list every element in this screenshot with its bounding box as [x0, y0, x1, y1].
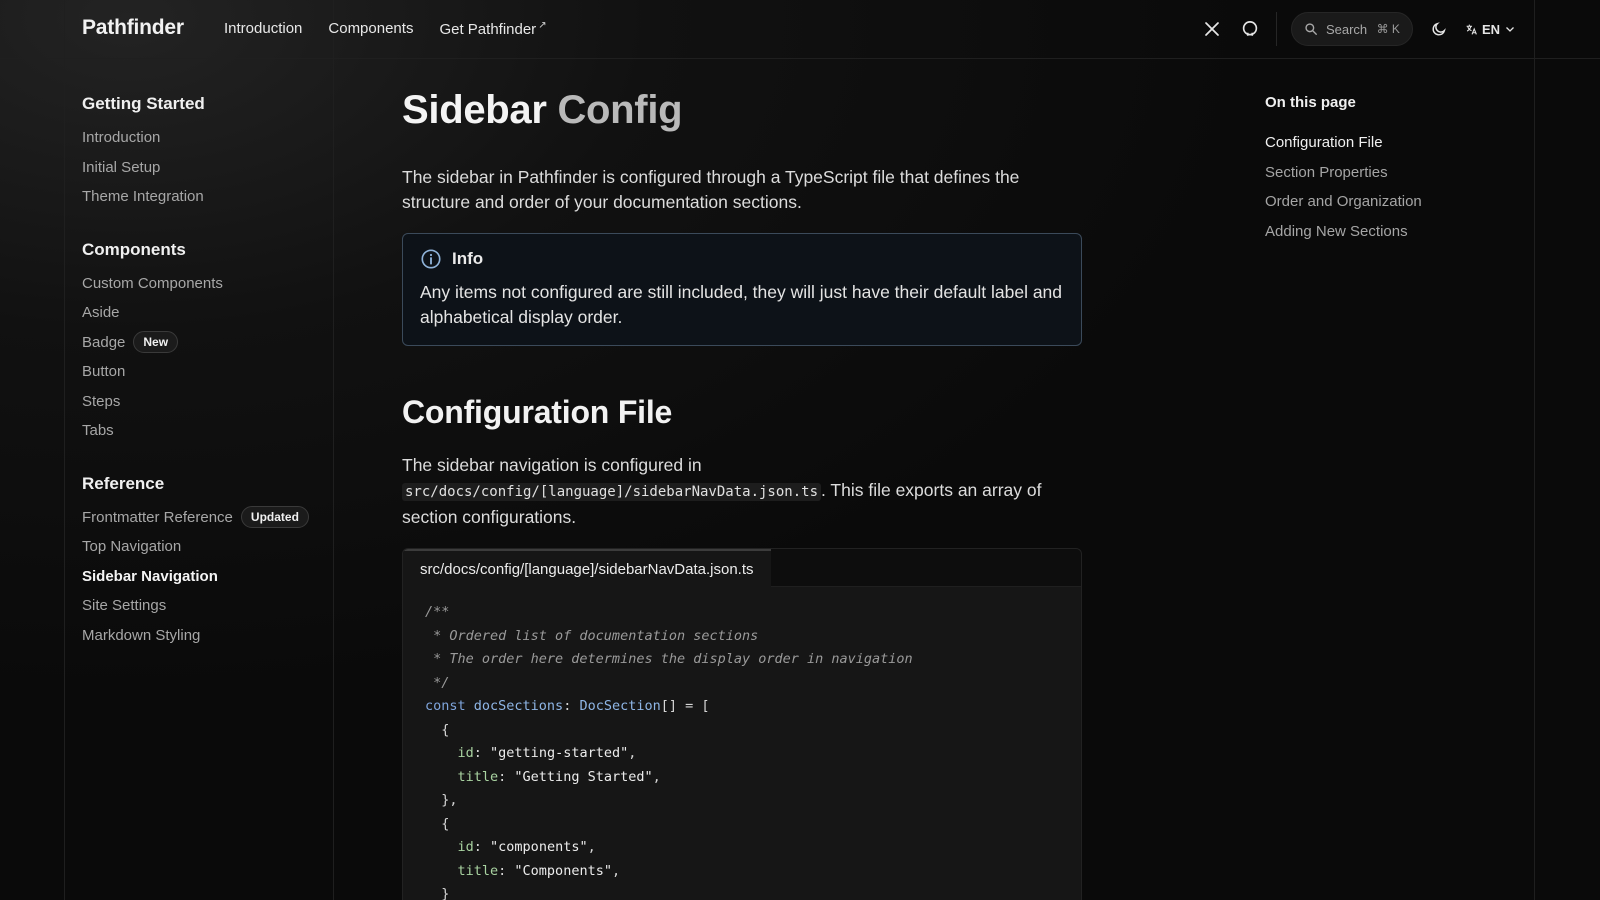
code-punct: {: [441, 721, 450, 738]
nav-introduction[interactable]: Introduction: [224, 20, 303, 37]
sidebar-item-custom-components[interactable]: [82, 269, 322, 299]
header-separator: [1276, 12, 1277, 46]
sidebar-item-steps[interactable]: [82, 387, 322, 417]
header-divider: [0, 58, 1600, 59]
code-string: "Components": [514, 862, 612, 879]
code-punct: },: [441, 792, 458, 808]
code-punct: [] = [: [660, 698, 710, 714]
code-punct: {: [441, 815, 450, 832]
top-navigation: [224, 20, 547, 38]
code-string: "components": [490, 839, 588, 855]
search-icon: [1304, 22, 1318, 36]
sidebar-item-label: Sidebar Navigation: [82, 567, 218, 585]
code-key: id: [457, 745, 474, 761]
layout-divider: [333, 0, 334, 900]
new-badge: New: [133, 331, 178, 353]
sidebar-item-label: Site Settings: [82, 597, 167, 615]
toc-title: On this page: [1265, 94, 1356, 111]
code-comment: /**: [425, 604, 450, 620]
code-comment: * The order here determines the display order in navigation: [425, 651, 913, 667]
sidebar-item-frontmatter-reference[interactable]: [82, 503, 322, 533]
translate-icon: [1465, 23, 1478, 36]
sidebar-item-label: Top Navigation: [82, 538, 182, 556]
sidebar-item-aside[interactable]: [82, 298, 322, 328]
sidebar-item-label: Button: [82, 363, 126, 381]
external-link-icon: ↗: [538, 20, 547, 31]
sidebar-item-sidebar-navigation[interactable]: [82, 562, 322, 592]
sidebar-item-label: Badge: [82, 333, 126, 351]
page-title-main: Sidebar: [402, 88, 547, 132]
language-label: EN: [1481, 21, 1500, 37]
code-content: /** * Ordered list of documentation sections * The order here determines the display order in navigation */ const docSections: DocSection[] = [ { id: "getting-started", title: "Getting Started", }, { id: "components", title: "Components", }: [425, 604, 913, 900]
code-comment: */: [425, 674, 450, 691]
chevron-down-icon: [1504, 23, 1516, 35]
config-paragraph: [402, 453, 1082, 530]
section-heading-configuration-file: Configuration File: [402, 394, 673, 430]
toc-item-configuration-file[interactable]: Configuration File: [1265, 134, 1383, 152]
language-selector[interactable]: [1465, 22, 1516, 37]
sidebar-item-label: Markdown Styling: [82, 626, 201, 644]
code-file-tab[interactable]: src/docs/config/[language]/sidebarNavData.json.ts: [403, 549, 771, 587]
sidebar-item-top-navigation[interactable]: [82, 532, 322, 562]
info-callout-body: Any items not configured are still included, they will just have their default label and alphabetical display order.: [420, 282, 1063, 327]
nav-components[interactable]: Components: [328, 20, 414, 37]
code-key: title: [457, 862, 499, 879]
code-type: DocSection: [579, 698, 661, 714]
toc-item-section-properties[interactable]: Section Properties: [1265, 163, 1388, 181]
toc-item-adding-new-sections[interactable]: Adding New Sections: [1265, 222, 1408, 240]
code-punct: }: [441, 886, 450, 900]
code-string: "getting-started": [490, 745, 629, 761]
sidebar-item-markdown-styling[interactable]: [82, 621, 322, 651]
toc-item-order-and-organization[interactable]: Order and Organization: [1265, 193, 1422, 211]
brand-logo[interactable]: Pathfinder: [82, 16, 184, 39]
sidebar-section: [82, 240, 322, 446]
page-title-accent: Config: [557, 88, 683, 132]
config-text-after: . This file exports an array of section configurations.: [402, 480, 1042, 527]
config-path-code: src/docs/config/[language]/sidebarNavData.json.ts: [402, 483, 821, 501]
sidebar-item-label: Steps: [82, 392, 121, 410]
info-icon: [420, 248, 442, 270]
intro-paragraph: The sidebar in Pathfinder is configured through a TypeScript file that defines the structure and order of your documentation sections.: [402, 167, 1020, 212]
github-icon[interactable]: [1238, 17, 1262, 41]
nav-get-pathfinder-label: Get Pathfinder: [439, 21, 537, 38]
left-sidebar: [82, 94, 322, 678]
code-key: id: [457, 839, 474, 855]
layout-divider: [64, 0, 65, 900]
config-text-before: The sidebar navigation is configured in: [402, 455, 702, 475]
sidebar-section-title: Reference: [82, 473, 165, 493]
sidebar-item-label: Theme Integration: [82, 188, 204, 206]
sidebar-item-label: Initial Setup: [82, 158, 161, 176]
moon-icon[interactable]: [1427, 17, 1451, 41]
layout-divider: [1534, 0, 1535, 900]
code-block: [402, 548, 1082, 900]
sidebar-item-site-settings[interactable]: [82, 591, 322, 621]
sidebar-item-label: Frontmatter Reference: [82, 508, 233, 526]
code-tabbar: [403, 549, 1081, 587]
sidebar-item-badge[interactable]: [82, 328, 322, 358]
sidebar-item-label: Custom Components: [82, 274, 223, 292]
sidebar-item-tabs[interactable]: [82, 416, 322, 446]
sidebar-section: [82, 94, 322, 212]
sidebar-item-button[interactable]: [82, 357, 322, 387]
sidebar-item-initial-setup[interactable]: [82, 153, 322, 183]
info-callout-header: [420, 248, 1064, 270]
updated-badge: Updated: [241, 506, 309, 528]
sidebar-item-label: Introduction: [82, 129, 161, 147]
top-header: [0, 0, 1600, 58]
sidebar-item-introduction[interactable]: [82, 123, 322, 153]
sidebar-item-theme-integration[interactable]: [82, 182, 322, 212]
info-callout: [402, 233, 1082, 346]
sidebar-section-title: Components: [82, 239, 186, 259]
code-string: "Getting Started": [514, 768, 653, 785]
header-actions: [1200, 12, 1516, 46]
main-content: [402, 88, 1082, 900]
table-of-contents: [1265, 94, 1495, 246]
code-variable: docSections: [473, 698, 564, 714]
search-shortcut: ⌘ K: [1376, 22, 1400, 36]
sidebar-section-title: Getting Started: [82, 94, 205, 113]
sidebar-section: [82, 474, 322, 651]
code-comment: * Ordered list of documentation sections: [425, 627, 759, 644]
search-button[interactable]: [1291, 12, 1413, 46]
nav-get-pathfinder[interactable]: [439, 20, 546, 38]
search-placeholder: Search: [1325, 21, 1368, 37]
info-callout-title: Info: [452, 249, 484, 268]
page-title: [402, 88, 1082, 133]
code-key: title: [457, 768, 499, 785]
x-icon[interactable]: [1200, 17, 1224, 41]
sidebar-item-label: Aside: [82, 304, 120, 322]
code-keyword: const: [425, 698, 466, 714]
sidebar-item-label: Tabs: [82, 422, 114, 440]
